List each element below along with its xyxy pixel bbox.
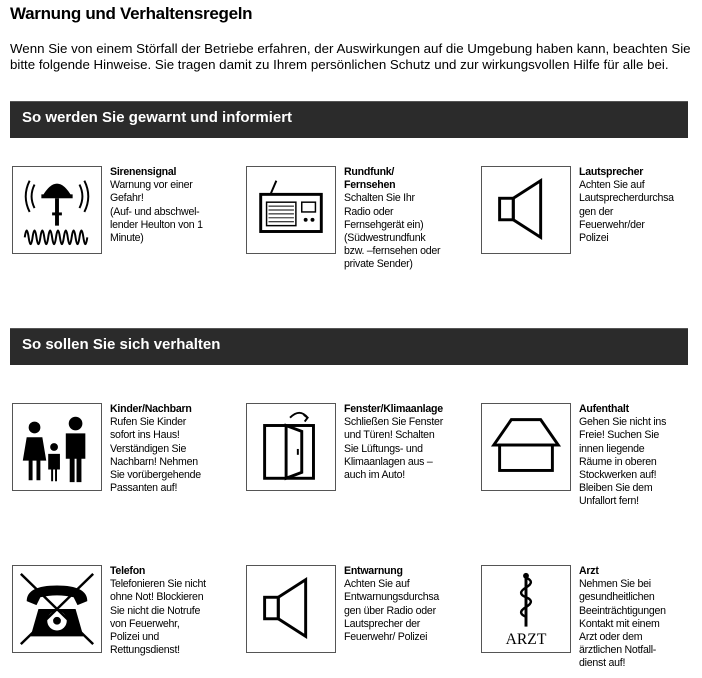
doctor-icon-label: ARZT: [505, 631, 547, 649]
intro-paragraph: Wenn Sie von einem Störfall der Betriebe erfahren, der Auswirkungen auf die Umgebung haben kann, beachten Sie bitte folgende Hinweise. Sie tragen damit zu Ihrem persönlichen Schutz und zur wirkungsvollen Hilfe für alle bei.: [10, 41, 691, 72]
item-body: Schließen Sie Fenster und Türen! Schalten Sie Lüftungs- und Klimaanlagen aus – auch im Auto!: [344, 416, 443, 482]
doctor-icon: [481, 565, 571, 653]
item-title: Aufenthalt: [579, 403, 629, 415]
family-icon: [12, 403, 102, 491]
item-body: Schalten Sie Ihr Radio oder Fernsehgerät ein) (Südwestrundfunk bzw. –fernsehen oder private Sender): [344, 192, 441, 271]
section-banner-warning: So werden Sie gewarnt und informiert: [10, 101, 688, 138]
item-title: Kinder/Nachbarn: [110, 403, 192, 415]
radio-icon: [246, 166, 336, 254]
item-title: Rundfunk/ Fernsehen: [344, 166, 396, 192]
item-title: Sirenensignal: [110, 166, 177, 178]
item-title: Arzt: [579, 565, 599, 577]
item-body: Warnung vor einer Gefahr! (Auf- und abschwel- lender Heulton von 1 Minute): [110, 179, 203, 245]
item-body: Nehmen Sie bei gesundheitlichen Beeinträchtigungen Kontakt mit einem Arzt oder dem ärztlichen Notfall- dienst auf!: [579, 578, 666, 670]
item-body: Achten Sie auf Entwarnungsdurchsa gen über Radio oder Lautsprecher der Feuerwehr/ Polizei: [344, 578, 440, 644]
item-title: Fenster/Klimaanlage: [344, 403, 443, 415]
item-title: Entwarnung: [344, 565, 403, 577]
siren-icon: [12, 166, 102, 254]
loudspeaker-icon: [481, 166, 571, 254]
item-body: Achten Sie auf Lautsprecherdurchsa gen der Feuerwehr/der Polizei: [579, 179, 674, 245]
item-body: Gehen Sie nicht ins Freie! Suchen Sie innen liegende Räume in oberen Stockwerken auf! Bleiben Sie dem Unfallort fern!: [579, 416, 667, 508]
window-icon: [246, 403, 336, 491]
item-body: Telefonieren Sie nicht ohne Not! Blockieren Sie nicht die Notrufe von Feuerwehr, Polizei und Rettungsdienst!: [110, 578, 206, 657]
house-icon: [481, 403, 571, 491]
item-body: Rufen Sie Kinder sofort ins Haus! Verständigen Sie Nachbarn! Nehmen Sie vorübergehende Passanten auf!: [110, 416, 201, 495]
item-title: Telefon: [110, 565, 146, 577]
section-banner-behaviour: So sollen Sie sich verhalten: [10, 328, 688, 365]
page-title: Warnung und Verhaltensregeln: [10, 4, 253, 23]
item-title: Lautsprecher: [579, 166, 644, 178]
loudspeaker-icon: [246, 565, 336, 653]
telephone-crossed-icon: [12, 565, 102, 653]
